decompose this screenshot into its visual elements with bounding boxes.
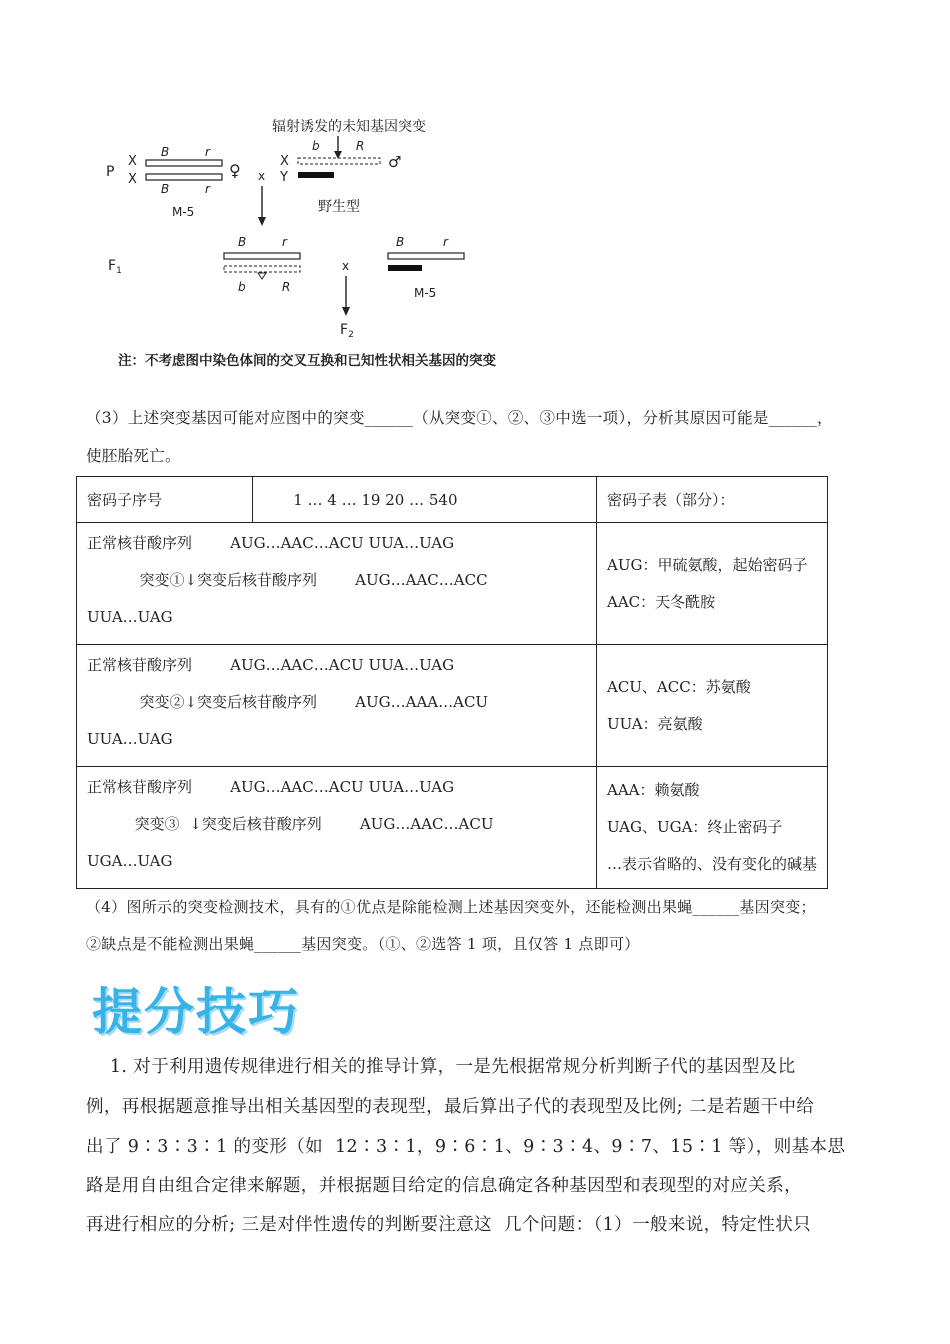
body-line-4: 路是用自由组合定律来解题，并根据题目给定的信息确定各种基因型和表现型的对应关系， (86, 1176, 802, 1196)
table-row (77, 767, 828, 889)
codon-info-line: UUA：亮氨酸 (606, 714, 703, 733)
codon-info-cell-3 (596, 767, 827, 889)
codon-info-line: AAC：天冬酰胺 (606, 592, 716, 611)
codon-info-line: …表示省略的、没有变化的碱基 (606, 855, 817, 873)
f1-label: $F_1$ (108, 258, 122, 276)
cross-symbol-f1: x (342, 259, 350, 273)
table-row (77, 645, 828, 767)
male-x-chromosome (298, 158, 380, 164)
f1-gene-b: b (238, 280, 246, 294)
mutation-2-sequence: 突变②↓突变后核苷酸序列 AUG…AAA…ACU (87, 693, 489, 711)
p-female-gene-B-bottom: B (161, 182, 170, 196)
f1-gene-B: B (238, 235, 247, 249)
genetic-cross-diagram (0, 0, 950, 380)
mutation-2-sequence-tail: UUA…UAG (87, 730, 173, 748)
codon-info-line: UAG、UGA：终止密码子 (606, 818, 783, 836)
mutation-1-sequence-tail: UUA…UAG (87, 608, 173, 626)
female-symbol: ♀ (229, 161, 241, 180)
normal-sequence: 正常核苷酸序列 AUG…AAC…ACU UUA…UAG (87, 534, 455, 552)
body-line-3: 出了 9∶3∶3∶1 的变形（如 12∶3∶1，9∶6∶1、9∶3∶4、9∶7、15∶1 等），则基本思 (86, 1137, 846, 1157)
m5-label-p: M-5 (172, 205, 195, 219)
male-y-chromosome (298, 172, 334, 178)
body-line-2: 例，再根据题意推导出相关基因型的表现型，最后算出子代的表现型及比例; 二是若题干中给 (86, 1097, 815, 1117)
p-female-gene-B-top: B (161, 145, 170, 159)
f1-male-y-chromosome (388, 265, 422, 271)
mutation-2-cell (77, 645, 597, 767)
question-3-line-1: （3）上述突变基因可能对应图中的突变______（从突变①、②、③中选一项），分析其原因可能是______， (86, 409, 833, 427)
question-3-line-2: 使胚胎死亡。 (86, 447, 181, 465)
normal-sequence: 正常核苷酸序列 AUG…AAC…ACU UUA…UAG (87, 656, 455, 674)
mutation-3-sequence: 突变③ ↓突变后核苷酸序列 AUG…AAC…ACU (87, 815, 494, 833)
mutation-3-cell (77, 767, 597, 889)
header-codon-numbers: 1 … 4 … 19 20 … 540 (253, 477, 597, 523)
body-line-5: 再进行相应的分析; 三是对伴性遗传的判断要注意这 几个问题：（1）一般来说，特定性状只 (86, 1215, 812, 1235)
female-x-2: X (128, 172, 137, 187)
mutation-1-sequence: 突变①↓突变后核苷酸序列 AUG…AAC…ACC (87, 571, 488, 589)
male-x: X (280, 154, 289, 169)
f1-male-gene-r: r (443, 235, 448, 249)
diagram-note: 注：不考虑图中染色体间的交叉互换和已知性状相关基因的突变 (118, 353, 496, 369)
f1-gene-R: R (282, 280, 291, 294)
mutation-label: 辐射诱发的未知基因突变 (272, 119, 426, 135)
f1-male-gene-B: B (396, 235, 405, 249)
p-male-gene-b: b (312, 139, 320, 153)
mutation-1-cell (77, 523, 597, 645)
wild-type-label: 野生型 (318, 199, 360, 215)
male-symbol: ♂ (388, 153, 402, 171)
tip-heading: 提分技巧 (92, 983, 300, 1041)
female-x-1: X (128, 154, 137, 169)
female-chromosome-2 (146, 174, 222, 180)
mutation-3-sequence-tail: UGA…UAG (87, 852, 173, 870)
m5-label-f1: M-5 (414, 286, 437, 300)
p-generation-label: P (106, 164, 115, 180)
f1-gene-r: r (282, 235, 287, 249)
f1-male-x-chromosome (388, 253, 464, 259)
female-chromosome-1 (146, 160, 222, 166)
question-4-line-2: ②缺点是不能检测出果蝇______基因突变。（①、②选答 1 项，且仅答 1 点即可） (86, 935, 640, 953)
f1-female-chromosome-1 (224, 253, 300, 259)
p-female-gene-r-bottom: r (205, 182, 210, 196)
codon-table (76, 476, 828, 889)
cross-symbol-p: x (258, 169, 266, 183)
male-y: Y (280, 170, 288, 185)
question-4-line-1: （4）图所示的突变检测技术，具有的①优点是除能检测上述基因突变外，还能检测出果蝇______基因突变； (86, 898, 816, 916)
codon-info-cell-1 (596, 523, 827, 645)
f2-label: $F_2$ (340, 322, 354, 340)
f1-female-chromosome-2 (224, 266, 300, 272)
body-line-1: 1. 对于利用遗传规律进行相关的推导计算，一是先根据常规分析判断子代的基因型及比 (86, 1057, 796, 1077)
header-codon-table: 密码子表（部分）： (596, 477, 827, 523)
codon-info-line: AUG：甲硫氨酸，起始密码子 (606, 555, 808, 574)
table-row (77, 523, 828, 645)
codon-info-cell-2 (596, 645, 827, 767)
codon-info-line: AAA：赖氨酸 (606, 781, 700, 799)
p-female-gene-r-top: r (205, 145, 210, 159)
codon-info-line: ACU、ACC：苏氨酸 (606, 677, 751, 696)
header-codon-index: 密码子序号 (77, 477, 253, 523)
table-header-row (77, 477, 828, 523)
normal-sequence: 正常核苷酸序列 AUG…AAC…ACU UUA…UAG (87, 778, 455, 796)
p-male-gene-R: R (356, 139, 365, 153)
